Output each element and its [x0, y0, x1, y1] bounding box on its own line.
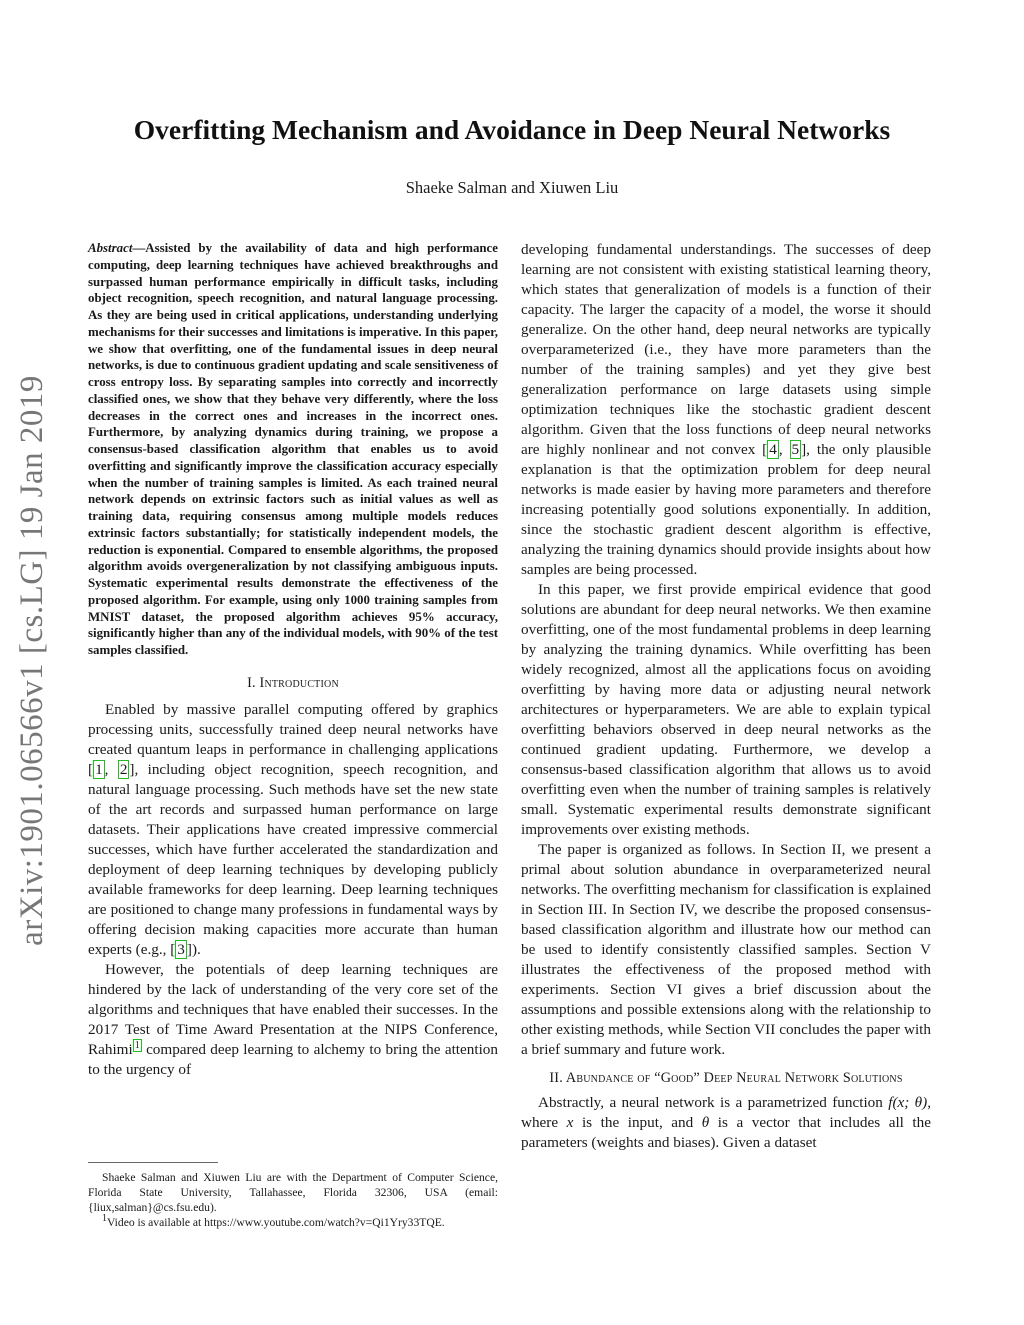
- left-column: [88, 240, 498, 1080]
- abstract-label: Abstract: [88, 241, 133, 255]
- section-heading-abundance: II. Abundance of “Good” Deep Neural Network Solutions: [549, 1070, 903, 1086]
- video-footnote-text: Video is available at https://www.youtube.com/watch?v=Qi1Yry33TQE.: [107, 1216, 445, 1229]
- abstract-text: —Assisted by the availability of data and high performance computing, deep learning techniques have achieved breakthroughs and surpassed human performance empirically in difficult tasks, including object recognition, speech recognition, and natural language processing. As they are being used in critical applications, understanding underlying mechanisms for their successes and limitations is imperative. In this paper, we show that overfitting, one of the fundamental issues in deep neural networks, is due to continuous gradient updating and scale sensitiveness of cross entropy loss. By separating samples into correctly and incorrectly classified ones, we show that they behave very differently, where the loss decreases in the correct ones and increases in the incorrect ones. Furthermore, by analyzing dynamics during training, we propose a consensus-based classification algorithm that enables us to avoid overfitting and significantly improve the classification accuracy especially when the number of training samples is limited. As each trained neural network depends on extrinsic factors such as initial values as well as training data, requiring consensus among multiple models reduces extrinsic factors substantially; for statistically independent models, the reduction is exponential. Compared to ensemble algorithms, the proposed algorithm avoids overgeneralization by not classifying ambiguous inputs. Systematic experimental results demonstrate the effectiveness of the proposed algorithm. For example, using only 1000 training samples from MNIST dataset, the proposed algorithm achieves 95% accuracy, significantly higher than any of the individual models, with 90% of the test samples classified.: [88, 241, 498, 657]
- intro-paragraph-1: Enabled by massive parallel computing offered by graphics processing units, successfully trained deep neural networks have created quantum leaps in performance in challenging applications [ 1 , 2 ], including object recognition, speech recognition, and natural language processing. Such methods have set the new state of the art records and surpassed human performance on large datasets. Their applications have created impressive commercial successes, which have further accelerated the standardization and deployment of deep learning techniques by developing publicly available frameworks for deep learning. Deep learning techniques are positioned to change many professions in fundamental ways by offering decision making capacities more accurate than human experts (e.g., [ 3 ]).: [88, 700, 499, 958]
- footnotes: [88, 1170, 498, 1230]
- affiliation-footnote: Shaeke Salman and Xiuwen Liu are with the Department of Computer Science, Florida State University, Tallahassee, Florida 32306, USA (email: {liux,salman}@cs.fsu.edu).: [88, 1171, 498, 1214]
- citation-link[interactable]: 4: [769, 441, 777, 458]
- citation-link[interactable]: 3: [177, 940, 185, 958]
- footnote-link[interactable]: 1: [134, 1039, 140, 1051]
- right-column: [521, 240, 931, 1153]
- intro-paragraph-2: However, the potentials of deep learning techniques are hindered by the lack of understanding of the very core set of the algorithms and techniques that have enabled their successes. In the 2017 Test of Time Award Presentation at the NIPS Conference, Rahimi $^1$ compared deep learning to alchemy to bring the attention to the urgency of: [88, 960, 498, 1078]
- arxiv-identifier-stamp: [12, 360, 52, 960]
- math-expression: x: [566, 1114, 574, 1131]
- paper-title: Overfitting Mechanism and Avoidance in Deep Neural Networks: [133, 114, 891, 145]
- paper-authors: Shaeke Salman and Xiuwen Liu: [405, 178, 619, 197]
- citation-link[interactable]: 1: [95, 760, 103, 778]
- footnote-marker: 1: [102, 1213, 107, 1225]
- math-expression: f(x; θ): [888, 1094, 928, 1111]
- right-paragraph-2: In this paper, we first provide empirical evidence that good solutions are abundant for deep neural networks. We then examine overfitting, one of the most fundamental problems in deep learning by analyzing the training dynamics. While overfitting has been widely recognized, almost all the applications focus on avoiding overfitting by having more data or adjusting neural network architectures or hyperparameters. We are able to explain typical overfitting behaviors observed in deep neural networks as the continued gradient updating. Furthermore, we develop a consensus-based classification algorithm that allows us to avoid overfitting even when the number of training samples is relatively small. Systematic experimental results demonstrate significant improvements over existing methods.: [521, 581, 931, 838]
- right-paragraph-3: The paper is organized as follows. In Section II, we present a primal about solution abundance in overparameterized neural networks. The overfitting mechanism for classification is explained in Section III. In Section IV, we describe the proposed consensus-based classification algorithm and illustrate how our method can be used to identify consistently classified samples. Section V illustrates the effectiveness of the proposed method with experiments. Section VI gives a brief discussion about the assumptions and possible extensions along with the relationship to other existing methods, while Section VII concludes the paper with a brief summary and future work.: [521, 841, 931, 1058]
- right-paragraph-1: developing fundamental understandings. The successes of deep learning are not consistent with existing statistical learning theory, which states that generalization of models is a function of their capacity. The larger the capacity of a model, the worse it should generalize. On the other hand, deep neural networks are typically overparameterized (i.e., they have more parameters than the number of the training samples) and yet they give best generalization performance on large datasets using simple optimization techniques like the stochastic gradient descent algorithm. Given that the loss functions of deep neural networks are highly nonlinear and not convex [ 4 , 5 ], the only plausible explanation is that the optimization problem for deep neural networks is made easier by having more parameters and therefore increasing potentially good solutions exponentially. In addition, since the stochastic gradient descent algorithm is effective, analyzing the training dynamics should provide insights about how samples are being processed.: [521, 241, 932, 578]
- citation-link[interactable]: 5: [791, 441, 800, 458]
- footnote-divider: [88, 1162, 218, 1163]
- arxiv-id-text: arXiv:1901.06566v1 [cs.LG] 19 Jan 2019: [13, 374, 50, 946]
- abstract: [88, 240, 498, 659]
- section-heading-introduction: I. Introduction: [247, 674, 339, 691]
- video-footnote: [88, 1215, 498, 1230]
- right-paragraph-4: Abstractly, a neural network is a parametrized function f(x; θ), where x is the input, and θ is a vector that includes all the parameters (weights and biases). Given a dataset: [521, 1094, 931, 1151]
- citation-link[interactable]: 2: [119, 760, 128, 778]
- math-expression: θ: [701, 1114, 710, 1131]
